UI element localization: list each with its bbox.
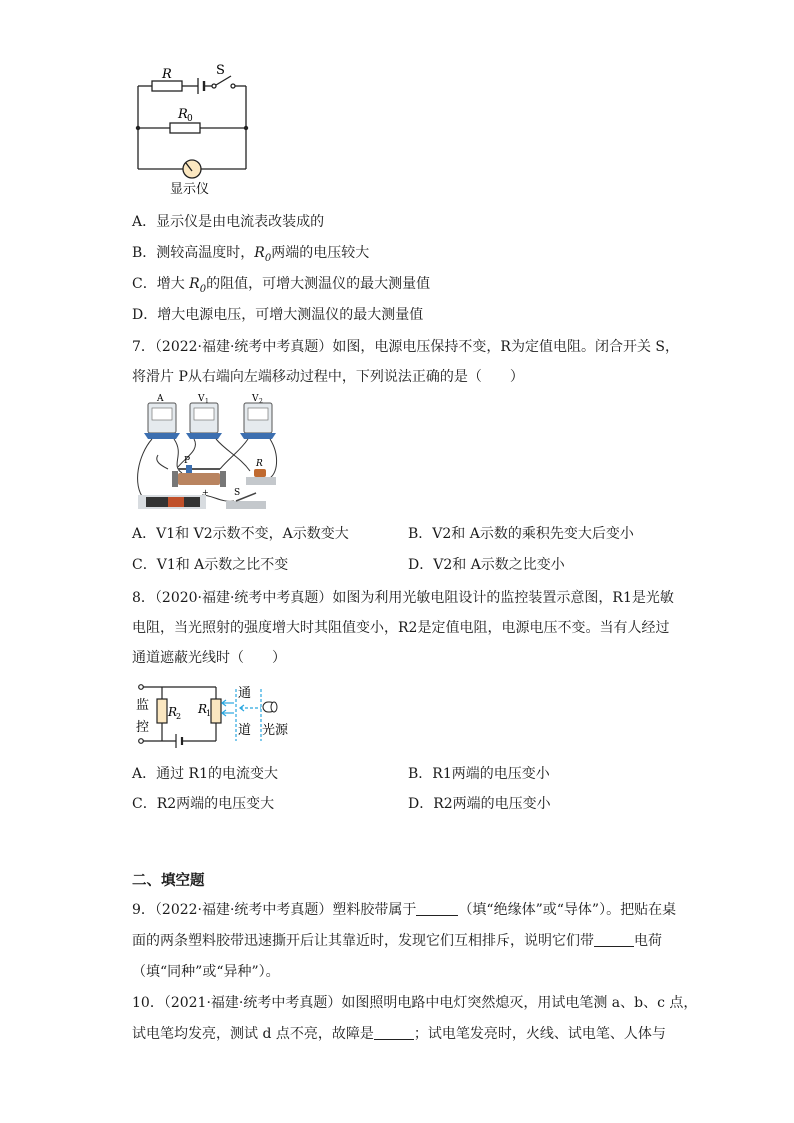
fig7-label-s: S <box>234 488 241 498</box>
q7-stem-line1: 7．（2022·福建·统考中考真题）如图，电源电压保持不变，R为定值电阻。闭合开关 S， <box>132 339 680 355</box>
q6-option-b: B．测较高温度时，$R_0$两端的电压较大 <box>132 245 370 264</box>
fig6-label-R0-sub: 0 <box>187 114 193 124</box>
q7-option-d: D．V2和 A示数之比变小 <box>408 557 565 573</box>
q8-circuit-diagram <box>130 673 310 753</box>
fig6-label-R: R <box>162 67 172 82</box>
q8-option-b: B．R1两端的电压变小 <box>408 766 550 782</box>
switch-s <box>226 488 266 509</box>
q9-blank-2[interactable] <box>594 932 634 947</box>
resistor-r <box>246 459 276 485</box>
q6-option-c: C．增大 $R_0$的阻值，可增大测温仪的最大测量值 <box>132 276 431 295</box>
battery <box>138 488 209 509</box>
q7-circuit-photo <box>130 395 290 515</box>
q9-blank-1[interactable] <box>416 901 458 916</box>
fig8-label-kong: 控 <box>136 720 150 735</box>
fig6-label-R0: R <box>178 107 188 122</box>
q6-option-a: A．显示仪是由电流表改装成的 <box>132 214 325 230</box>
fig7-label-a: A <box>157 394 164 404</box>
fig7-label-v2-sub: 2 <box>259 398 263 405</box>
q6-option-d: D．增大电源电压，可增大测温仪的最大测量值 <box>132 307 424 323</box>
svg-text:+: + <box>202 488 209 497</box>
fig7-label-p: P <box>184 456 191 466</box>
q8-option-c: C．R2两端的电压变大 <box>132 796 275 812</box>
fig7-label-v1-sub: 1 <box>205 398 209 405</box>
fig8-label-r2: R <box>168 705 178 719</box>
fig8-label-r2-sub: 2 <box>176 712 182 721</box>
q6-circuit-diagram <box>130 60 270 200</box>
fig8-label-r1: R <box>198 702 208 716</box>
q7-option-c: C．V1和 A示数之比不变 <box>132 557 289 573</box>
fig8-label-dao: 道 <box>238 723 252 738</box>
fig8-label-r1-sub: 1 <box>206 709 212 718</box>
q10-blank-1[interactable] <box>374 1025 414 1040</box>
q9-line2: 面的两条塑料胶带迅速撕开后让其靠近时，发现它们互相排斥，说明它们带 电荷 <box>132 933 662 949</box>
fig7-label-v1: V <box>198 394 205 404</box>
q8-stem-line3: 通道遮蔽光线时（ ） <box>132 650 286 666</box>
fig7-label-r: R <box>256 459 263 469</box>
q8-option-a: A．通过 R1的电流变大 <box>132 766 279 782</box>
q9-line1: 9．（2022·福建·统考中考真题）塑料胶带属于 （填“绝缘体”或“导体”）。把贴在桌 <box>132 902 677 918</box>
voltmeter-v1 <box>186 394 222 439</box>
section-heading: 二、填空题 <box>132 873 205 889</box>
q7-option-a: A．V1和 V2示数不变，A示数变大 <box>132 526 349 542</box>
fig7-label-v2: V <box>252 394 259 404</box>
fig6-label-S: S <box>216 63 225 78</box>
q9-line3: （填“同种”或“异种”）。 <box>132 964 280 980</box>
q8-stem-line1: 8．（2020·福建·统考中考真题）如图为利用光敏电阻设计的监控装置示意图，R1是光敏 <box>132 590 674 606</box>
q10-line2: 试电笔均发亮，测试 d 点不亮，故障是 ；试电笔发亮时，火线、试电笔、人体与 <box>132 1026 666 1042</box>
ammeter-a <box>144 394 180 439</box>
fig6-display-label: 显示仪 <box>170 182 210 197</box>
q10-line1: 10．（2021·福建·统考中考真题）如图照明电路中电灯突然熄灭，用试电笔测 a、b、c 点， <box>132 995 698 1011</box>
q7-stem-line2: 将滑片 P从右端向左端移动过程中，下列说法正确的是（ ） <box>132 369 524 385</box>
fig8-label-light: 光源 <box>262 723 289 738</box>
fig8-label-jian: 监 <box>136 698 150 713</box>
fig8-label-tong: 通 <box>238 686 252 701</box>
q7-option-b: B．V2和 A示数的乘积先变大后变小 <box>408 526 634 542</box>
q8-option-d: D．R2两端的电压变小 <box>408 796 551 812</box>
q8-stem-line2: 电阻，当光照射的强度增大时其阻值变小，R2是定值电阻，电源电压不变。当有人经过 <box>132 620 670 636</box>
voltmeter-v2 <box>240 394 276 439</box>
